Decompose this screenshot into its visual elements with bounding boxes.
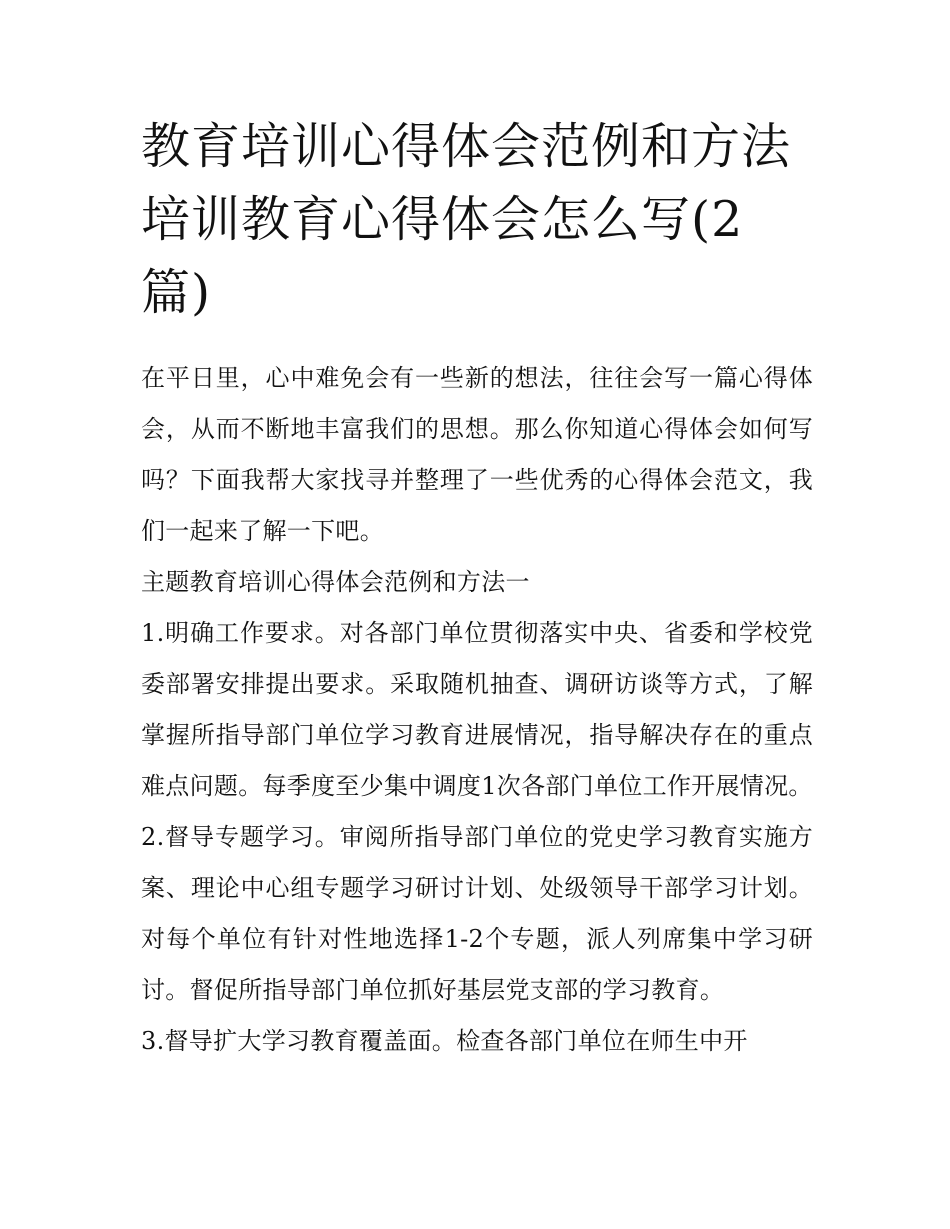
- paragraph-item-1: 1.明确工作要求。对各部门单位贯彻落实中央、省委和学校党委部署安排提出要求。采取随机抽查、调研访谈等方式，了解掌握所指导部门单位学习教育进展情况，指导解决存在的重点难点问题。每季度至少集中调度1次各部门单位工作开展情况。: [141, 619, 813, 800]
- section-heading: 主题教育培训心得体会范例和方法一: [141, 568, 530, 596]
- document-title: 教育培训心得体会范例和方法培训教育心得体会怎么写(2篇): [141, 118, 792, 321]
- paragraph-item-2: 2.督导专题学习。审阅所指导部门单位的党史学习教育实施方案、理论中心组专题学习研讨计划、处级领导干部学习计划。对每个单位有针对性地选择1-2个专题，派人列席集中学习研讨。督促所指导部门单位抓好基层党支部的学习教育。: [141, 823, 813, 1004]
- intro-paragraph: 在平日里，心中难免会有一些新的想法，往往会写一篇心得体会，从而不断地丰富我们的思想。那么你知道心得体会如何写吗？下面我帮大家找寻并整理了一些优秀的心得体会范文，我们一起来了解一下吧。: [141, 364, 813, 545]
- document-page: [141, 110, 813, 1067]
- paragraph-item-3: 3.督导扩大学习教育覆盖面。检查各部门单位在师生中开: [141, 1027, 748, 1055]
